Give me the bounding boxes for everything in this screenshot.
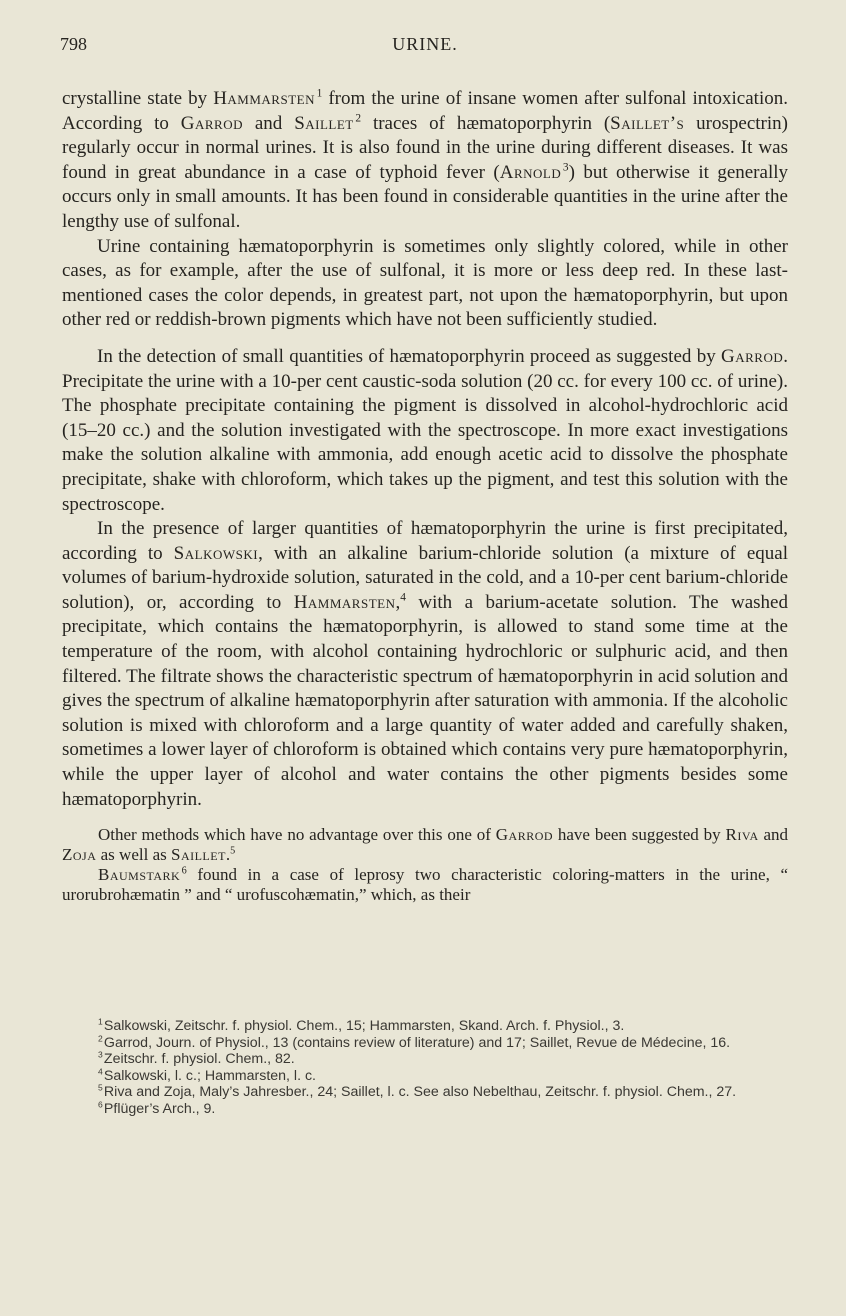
footnote-mark: 5: [98, 1082, 103, 1093]
footnote-mark: 6: [98, 1099, 103, 1110]
author-name: Hammarsten: [213, 88, 315, 109]
footnote-text: Salkowski, l. c.; Hammarsten, l. c.: [103, 1067, 316, 1084]
text-run: have been suggested by: [553, 825, 726, 845]
running-header: [62, 34, 788, 60]
footnote-1: [62, 1018, 788, 1035]
text-run: In the presence of larger quantities of hæmatoporphyrin the urine is first precipitated, according to: [62, 518, 788, 564]
text-run: , with an alkaline barium-chloride solution (a mixture of equal volumes of barium-hydroxide solution, saturated in the cold, and a 10-per cent barium-chloride solution), or, according to: [62, 542, 789, 613]
footnote-ref: 5: [230, 845, 236, 857]
footnotes: [62, 1018, 788, 1118]
footnote-ref: 3: [562, 161, 569, 174]
author-name: Salkowski: [173, 542, 259, 564]
text-run: ) but otherwise it generally occurs only in small amounts. It has been found in considerable quantities in the urine after the lengthy use of sulfonal.: [62, 161, 788, 232]
footnote-ref: 1: [316, 87, 323, 100]
footnote-text: Riva and Zoja, Maly’s Jahresber., 24; Saillet, l. c. See also Nebelthau, Zeitschr. f. physiol. Chem., 27.: [103, 1084, 737, 1101]
footnote-2: [62, 1032, 788, 1052]
main-text: [62, 87, 788, 905]
author-name: Saillet’s: [610, 112, 685, 134]
paragraph-4: In the presence of larger quantities of hæmatoporphyrin the urine is first precipitated, according to Salkowski, with an alkaline barium-chloride solution (a mixture of equal volumes of barium-hydroxide solution, saturated in the cold, and a 10-per cent barium-chloride solution), or, according to Hammarsten,$^4$ with a barium-acetate solution. The washed precipitate, which contains the hæmatoporphyrin, is allowed to stand some time at the temperature of the room, with alcohol containing hydrochloric or sulphuric acid, and then filtered. The filtrate shows the characteristic spectrum of hæmatoporphyrin in acid solution and gives the spectrum of alkaline hæmatoporphyrin after saturation with ammonia. If the alcoholic solution is mixed with chloroform and a large quantity of water added and carefully shaken, sometimes a lower layer of chloroform is obtained which contains very pure hæmatoporphyrin, while the upper layer of alcohol and water contains the other pigments besides some hæmatoporphyrin.: [62, 518, 789, 810]
author-name: Garrod: [721, 345, 784, 367]
footnote-text: Zeitschr. f. physiol. Chem., 82.: [103, 1051, 295, 1068]
footnote-mark: 1: [98, 1016, 103, 1027]
text-run: and: [242, 112, 295, 134]
text-run: with a barium-acetate solution. The washed precipitate, which contains the hæmatoporphyrin, is allowed to stand some time at the temperature of the room, with alcohol containing hydrochloric or sulphuric acid, and then filtered. The filtrate shows the characteristic spectrum of hæmatoporphyrin in acid solution and gives the spectrum of alkaline hæmatoporphyrin after saturation with ammonia. If the alcoholic solution is mixed with chloroform and a large quantity of water added and carefully shaken, sometimes a lower layer of chloroform is obtained which contains very pure hæmatoporphyrin, while the upper layer of alcohol and water contains the other pigments besides some hæmatoporphyrin.: [62, 591, 788, 810]
footnote-text: Garrod, Journ. of Physiol., 13 (contains review of literature) and 17; Saillet, Revue de Médecine, 16.: [103, 1034, 731, 1051]
author-name: Garrod: [495, 825, 554, 845]
footnote-4: [62, 1068, 788, 1085]
footnote-text: Pflüger’s Arch., 9.: [103, 1100, 216, 1117]
text-run: and: [758, 825, 788, 845]
footnote-ref: 4: [400, 591, 406, 604]
text-run: In the detection of small quantities of hæmatoporphyrin proceed as suggested by: [97, 345, 722, 367]
text-run: Other methods which have no advantage over this one of: [98, 825, 496, 845]
small-paragraph-1: Other methods which have no advantage over this one of Garrod have been suggested by Riva and Zoja as well as Saillet.$^5$: [62, 825, 788, 865]
author-name: Garrod: [180, 112, 243, 134]
text-run: as well as: [96, 845, 171, 865]
text-run: from the urine of insane women after sulfonal intoxication. According to: [62, 88, 788, 134]
footnote-mark: 4: [98, 1066, 103, 1077]
author-name: Hammarsten: [293, 591, 396, 613]
footnote-3: [62, 1051, 788, 1068]
small-print-section: [62, 825, 788, 905]
text-run: crystalline state by: [62, 88, 214, 109]
page-number: 798: [60, 34, 87, 54]
author-name: Saillet: [294, 112, 354, 134]
author-name: Zoja: [62, 845, 97, 865]
text-run: traces of hæmatoporphyrin (: [361, 112, 611, 134]
footnote-mark: 3: [98, 1049, 103, 1060]
text-run: urospectrin) regularly occur in normal urines. It is also found in the urine during different diseases. It was found in great abundance in a case of typhoid fever (: [62, 112, 788, 183]
paragraph-1: [62, 87, 788, 235]
paragraph-2: Urine containing hæmatoporphyrin is sometimes only slightly colored, while in other cases, as for example, after the use of sulfonal, it is more or less deep red. In these last-mentioned cases the color depends, in greatest part, not upon the hæmatoporphyrin, but upon other red or reddish-brown pigments which have not been sufficiently studied.: [62, 235, 788, 331]
paragraph-3: [62, 345, 788, 517]
text-run: . Precipitate the urine with a 10-per cent caustic-soda solution (20 cc. for every 100 cc. of urine). The phosphate precipitate containing the pigment is dissolved in alcohol-hydrochloric acid (15–20 cc.) and the solution investigated with the spectroscope. In more exact investigations make the solution alkaline with ammonia, add enough acetic acid to dissolve the phosphate precipitate, shake with chloroform, which takes up the pigment, and test this solution with the spectroscope.: [62, 345, 788, 515]
footnote-ref: 6: [181, 865, 187, 877]
author-name: Riva: [725, 825, 759, 845]
small-paragraph-2: [62, 865, 788, 905]
footnote-text: Salkowski, Zeitschr. f. physiol. Chem., 15; Hammarsten, Skand. Arch. f. Physiol., 3.: [103, 1018, 625, 1034]
text-run: found in a case of leprosy two characteristic coloring-matters in the urine, “ urorubrohæmatin ” and “ urofuscohæmatin,” which, as their: [62, 865, 788, 905]
footnote-6: [62, 1101, 788, 1118]
footnote-ref: 2: [355, 112, 362, 125]
author-name: Arnold: [499, 161, 562, 183]
footnote-mark: 2: [98, 1032, 103, 1043]
author-name: Baumstark: [98, 865, 181, 885]
running-title: URINE.: [392, 34, 458, 54]
author-name: Saillet: [170, 845, 226, 865]
footnote-5: [62, 1084, 788, 1101]
